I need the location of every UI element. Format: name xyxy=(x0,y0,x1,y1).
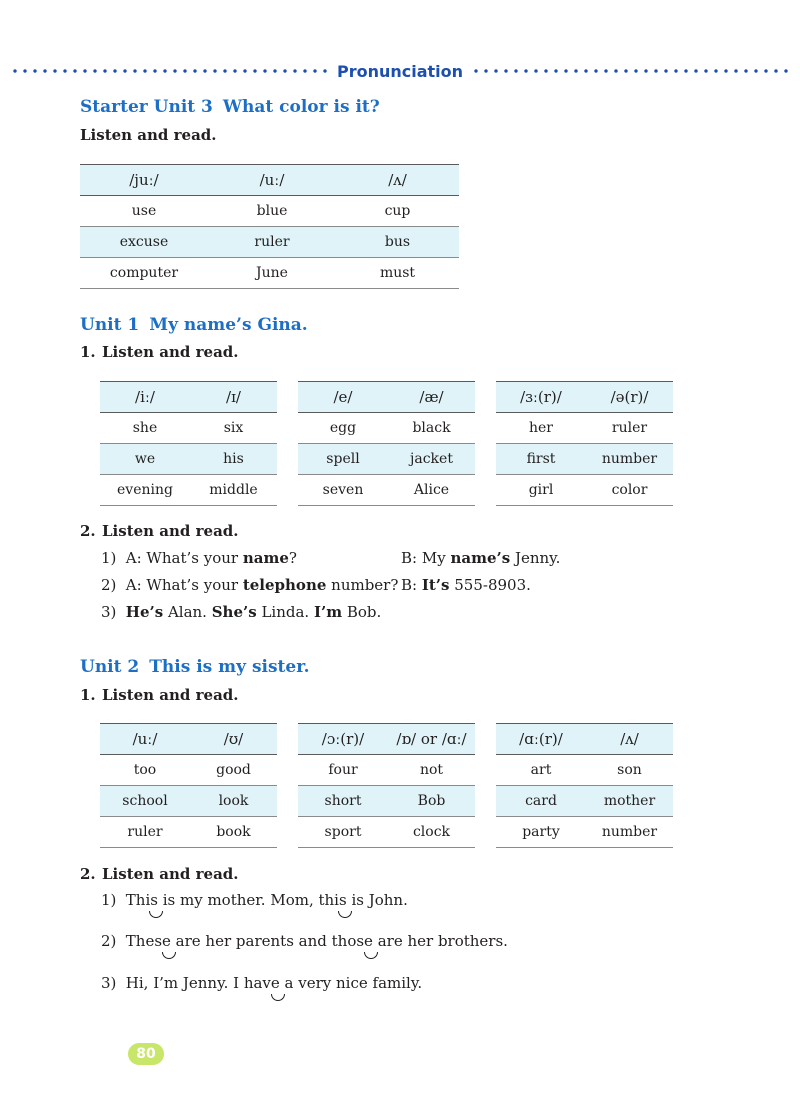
unit2-section1-heading xyxy=(80,686,239,704)
sound-header: /ʌ/ xyxy=(336,165,459,196)
section-number: 2. xyxy=(80,865,96,883)
dialog-line-2a: 2) A: What’s your telephone number? xyxy=(101,576,399,594)
word-cell: six xyxy=(190,413,277,444)
word-cell: four xyxy=(298,755,388,786)
word-cell: his xyxy=(190,444,277,475)
dialog-line-2b: B: It’s 555-8903. xyxy=(401,576,531,594)
section-label: Listen and read. xyxy=(102,865,239,883)
table-header-row xyxy=(100,724,277,755)
sound-header: /ɜː(r)/ xyxy=(496,382,586,413)
starter-sound-table xyxy=(80,164,459,289)
dialog-line-1b: B: My name’s Jenny. xyxy=(401,549,561,567)
table-header-row xyxy=(80,165,459,196)
unit1-section2-heading xyxy=(80,522,239,540)
linking-mark: This xyxy=(125,891,158,909)
word-cell: book xyxy=(190,817,277,848)
table-row xyxy=(100,444,277,475)
word-cell: good xyxy=(190,755,277,786)
unit1-sound-table-3 xyxy=(496,381,673,506)
word-cell: she xyxy=(100,413,190,444)
table-row xyxy=(298,413,475,444)
word-cell: egg xyxy=(298,413,388,444)
table-row xyxy=(100,413,277,444)
table-row xyxy=(298,755,475,786)
table-row xyxy=(100,817,277,848)
unit2-sound-table-1 xyxy=(100,723,277,848)
word-cell: Alice xyxy=(388,475,475,506)
linking-line-2: 2) These are her parents and those are her brothers. xyxy=(101,932,508,950)
unit1-sound-table-2 xyxy=(298,381,475,506)
word-cell: art xyxy=(496,755,586,786)
table-row xyxy=(496,444,673,475)
word-cell: must xyxy=(336,258,459,289)
unit1-title xyxy=(80,315,308,335)
table-header-row xyxy=(100,382,277,413)
section-label: Listen and read. xyxy=(102,522,239,540)
sound-header: /ɒ/ or /ɑː/ xyxy=(388,724,475,755)
table-row xyxy=(80,196,459,227)
word-cell: jacket xyxy=(388,444,475,475)
table-row xyxy=(100,786,277,817)
word-cell: look xyxy=(190,786,277,817)
word-cell: sport xyxy=(298,817,388,848)
word-cell: son xyxy=(586,755,673,786)
word-cell: excuse xyxy=(80,227,208,258)
word-cell: ruler xyxy=(586,413,673,444)
section-label: Listen and read. xyxy=(102,686,239,704)
sound-header: /ə(r)/ xyxy=(586,382,673,413)
word-cell: school xyxy=(100,786,190,817)
word-cell: evening xyxy=(100,475,190,506)
unit2-section2-heading xyxy=(80,865,239,883)
linking-line-3: 3) Hi, I’m Jenny. I have a very nice family. xyxy=(101,974,423,992)
table-row xyxy=(298,475,475,506)
unit1-sound-table-1 xyxy=(100,381,277,506)
word-cell: blue xyxy=(208,196,336,227)
word-cell: use xyxy=(80,196,208,227)
table-row xyxy=(496,786,673,817)
word-cell: first xyxy=(496,444,586,475)
word-cell: middle xyxy=(190,475,277,506)
table-row xyxy=(496,475,673,506)
word-cell: party xyxy=(496,817,586,848)
sound-header: /ɪ/ xyxy=(190,382,277,413)
word-cell: we xyxy=(100,444,190,475)
starter-unit-title xyxy=(80,97,380,117)
table-header-row xyxy=(496,382,673,413)
word-cell: ruler xyxy=(208,227,336,258)
dialog-line-3: 3) He’s Alan. She’s Linda. I’m Bob. xyxy=(101,603,382,621)
table-header-row xyxy=(298,724,475,755)
unit-name: This is my sister. xyxy=(149,657,310,677)
sound-header: /ɑː(r)/ xyxy=(496,724,586,755)
word-cell: too xyxy=(100,755,190,786)
table-row xyxy=(80,227,459,258)
unit2-sound-table-3 xyxy=(496,723,673,848)
table-header-row xyxy=(496,724,673,755)
word-cell: short xyxy=(298,786,388,817)
word-cell: black xyxy=(388,413,475,444)
table-row xyxy=(298,444,475,475)
word-cell: card xyxy=(496,786,586,817)
unit-number: Starter Unit 3 xyxy=(80,97,213,117)
linking-mark: those xyxy=(331,932,373,950)
table-header-row xyxy=(298,382,475,413)
page-number: 80 xyxy=(128,1043,164,1065)
sound-header: /iː/ xyxy=(100,382,190,413)
section-header xyxy=(10,58,790,84)
dotted-rule-left xyxy=(10,69,329,73)
header-title: Pronunciation xyxy=(336,61,464,81)
unit-name: What color is it? xyxy=(222,97,380,117)
starter-instruction: Listen and read. xyxy=(80,126,217,144)
word-cell: computer xyxy=(80,258,208,289)
word-cell: clock xyxy=(388,817,475,848)
unit-number: Unit 1 xyxy=(80,315,140,335)
word-cell: seven xyxy=(298,475,388,506)
word-cell: ruler xyxy=(100,817,190,848)
word-cell: girl xyxy=(496,475,586,506)
table-row xyxy=(100,755,277,786)
table-row xyxy=(298,817,475,848)
sound-header: /ɔː(r)/ xyxy=(298,724,388,755)
word-cell: number xyxy=(586,444,673,475)
sound-header: /ʌ/ xyxy=(586,724,673,755)
unit2-title xyxy=(80,657,310,677)
section-number: 1. xyxy=(80,686,96,704)
section-number: 1. xyxy=(80,343,96,361)
word-cell: cup xyxy=(336,196,459,227)
unit-number: Unit 2 xyxy=(80,657,140,677)
word-cell: bus xyxy=(336,227,459,258)
sound-header: /uː/ xyxy=(100,724,190,755)
table-row xyxy=(100,475,277,506)
word-cell: mother xyxy=(586,786,673,817)
unit-name: My name’s Gina. xyxy=(149,315,308,335)
table-row xyxy=(298,786,475,817)
linking-line-1: 1) This is my mother. Mom, this is John. xyxy=(101,891,408,909)
unit1-section1-heading xyxy=(80,343,239,361)
word-cell: spell xyxy=(298,444,388,475)
word-cell: Bob xyxy=(388,786,475,817)
unit2-sound-table-2 xyxy=(298,723,475,848)
linking-mark: These xyxy=(125,932,171,950)
table-row xyxy=(496,755,673,786)
sound-header: /uː/ xyxy=(208,165,336,196)
dialog-line-1a: 1) A: What’s your name? xyxy=(101,549,297,567)
section-number: 2. xyxy=(80,522,96,540)
word-cell: her xyxy=(496,413,586,444)
table-row xyxy=(496,413,673,444)
table-row xyxy=(80,258,459,289)
sound-header: /ʊ/ xyxy=(190,724,277,755)
word-cell: June xyxy=(208,258,336,289)
sound-header: /e/ xyxy=(298,382,388,413)
sound-header: /æ/ xyxy=(388,382,475,413)
linking-mark: this xyxy=(318,891,347,909)
table-row xyxy=(496,817,673,848)
section-label: Listen and read. xyxy=(102,343,239,361)
word-cell: not xyxy=(388,755,475,786)
sound-header: /juː/ xyxy=(80,165,208,196)
linking-mark: have xyxy=(243,974,280,992)
dotted-rule-right xyxy=(471,69,790,73)
word-cell: color xyxy=(586,475,673,506)
word-cell: number xyxy=(586,817,673,848)
